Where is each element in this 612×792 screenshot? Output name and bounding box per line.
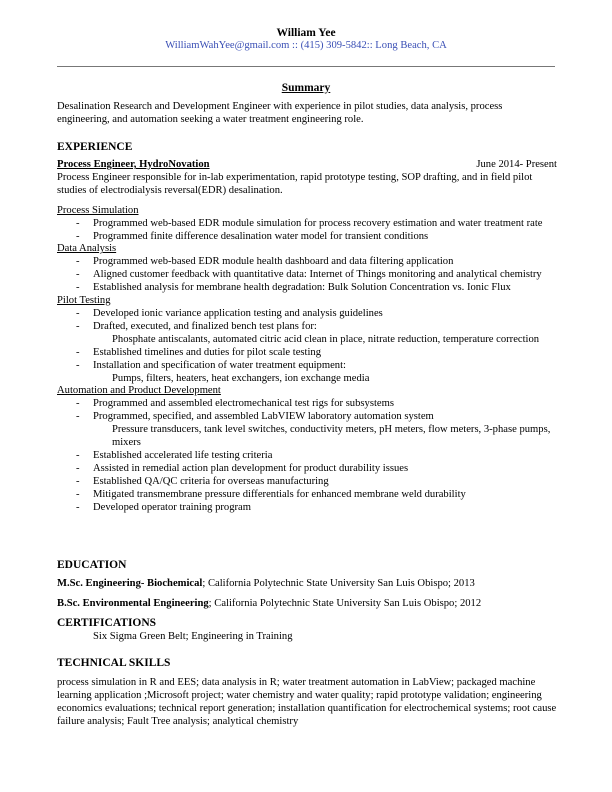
bullet-list <box>57 398 557 514</box>
list-item <box>57 231 557 244</box>
list-item <box>57 218 557 231</box>
skills-text: process simulation in R and EES; data analysis in R; water treatment automation in LabView; packaged machine learning application ;Microsoft project; water chemistry and water quality; rapid prototype validation; engineering economics evaluations; technical report generation; installation quantification for electrochemical systems; root cause failure analysis; Fault Tree analysis; analytical chemistry <box>57 677 557 727</box>
dash-bullet: - <box>76 346 80 358</box>
degree-name: B.Sc. Environmental Engineering <box>57 598 209 609</box>
summary-heading: Summary <box>281 82 331 94</box>
bullet-text: Developed operator training program <box>93 501 251 513</box>
experience-heading: EXPERIENCE <box>57 141 133 153</box>
bullet-text: Established QA/QC criteria for overseas manufacturing <box>93 475 329 487</box>
education-entry <box>57 578 557 591</box>
bullet-list <box>57 256 557 295</box>
list-item <box>57 398 557 411</box>
bullet-list <box>57 308 557 385</box>
dash-bullet: - <box>76 307 80 319</box>
education-heading: EDUCATION <box>57 559 127 571</box>
dash-bullet: - <box>76 217 80 229</box>
list-item <box>57 360 557 373</box>
dash-bullet: - <box>76 256 80 268</box>
experience-subsections <box>57 205 557 515</box>
list-item <box>57 411 557 424</box>
dash-bullet: - <box>76 282 80 294</box>
bullet-text: Programmed finite difference desalination water model for transient conditions <box>93 230 429 242</box>
bullet-text: Programmed, specified, and assembled LabVIEW laboratory automation system <box>93 411 434 423</box>
list-item <box>57 256 557 269</box>
bullet-text: Assisted in remedial action plan development for product durability issues <box>93 462 409 474</box>
bullet-text: Drafted, executed, and finalized bench test plans for: <box>93 320 317 332</box>
dash-bullet: - <box>76 475 80 487</box>
list-item <box>57 450 557 463</box>
subsection-title: Data Analysis <box>57 243 117 255</box>
skills-heading: TECHNICAL SKILLS <box>57 657 171 669</box>
header-divider <box>57 66 555 67</box>
degree-name: M.Sc. Engineering- Biochemical <box>57 578 203 589</box>
bullet-text: Programmed web-based EDR module health dashboard and data filtering application <box>93 256 454 268</box>
list-item <box>57 308 557 321</box>
candidate-name: William Yee <box>276 27 336 39</box>
list-item <box>57 269 557 282</box>
list-item <box>57 321 557 334</box>
bullet-text: Established analysis for membrane health degradation: Bulk Solution Concentration vs. Ionic Flux <box>93 282 511 294</box>
bullet-detail: Phosphate antiscalants, automated citric acid clean in place, nitrate reduction, temperature correction <box>112 333 540 345</box>
education-entry <box>57 598 557 611</box>
list-item <box>57 476 557 489</box>
bullet-list <box>57 218 557 244</box>
dash-bullet: - <box>76 501 80 513</box>
list-item <box>57 463 557 476</box>
job-description: Process Engineer responsible for in-lab experimentation, rapid prototype testing, SOP drafting, and in field pilot studies of electrodialysis reversal(EDR) desalination. <box>57 171 533 196</box>
dash-bullet: - <box>76 398 80 410</box>
dash-bullet: - <box>76 230 80 242</box>
bullet-detail: Pressure transducers, tank level switches, conductivity meters, pH meters, flow meters, 3-phase pumps, mixers <box>112 424 551 449</box>
certifications-heading: CERTIFICATIONS <box>57 617 157 629</box>
job-header <box>57 159 557 172</box>
degree-details: ; California Polytechnic State University San Luis Obispo; 2012 <box>208 598 482 609</box>
bullet-text: Installation and specification of water treatment equipment: <box>93 359 346 371</box>
bullet-text: Programmed web-based EDR module simulation for process recovery estimation and water treatment rate <box>93 217 543 229</box>
subsection-title: Pilot Testing <box>57 295 111 307</box>
summary-text: Desalination Research and Development Engineer with experience in pilot studies, data analysis, process engineering, and automation seeking a water treatment engineering role. <box>57 101 503 125</box>
dash-bullet: - <box>76 359 80 371</box>
list-item <box>57 347 557 360</box>
bullet-text: Developed ionic variance application testing and analysis guidelines <box>93 307 383 319</box>
dash-bullet: - <box>76 488 80 500</box>
subsection-title: Automation and Product Development <box>57 385 221 397</box>
job-title: Process Engineer, HydroNovation <box>57 159 210 170</box>
list-item <box>57 282 557 295</box>
dash-bullet: - <box>76 320 80 332</box>
contact-line[interactable]: WilliamWahYee@gmail.com :: (415) 309-5842:: Long Beach, CA <box>165 40 447 51</box>
dash-bullet: - <box>76 462 80 474</box>
dash-bullet: - <box>76 411 80 423</box>
bullet-detail: Pumps, filters, heaters, heat exchangers, ion exchange media <box>112 372 370 384</box>
list-item <box>57 489 557 502</box>
bullet-text: Programmed and assembled electromechanical test rigs for subsystems <box>93 398 394 410</box>
experience-section <box>57 159 557 514</box>
subsection-title: Process Simulation <box>57 204 139 216</box>
bullet-text: Established accelerated life testing criteria <box>93 449 273 461</box>
bullet-text: Established timelines and duties for pilot scale testing <box>93 346 322 358</box>
dash-bullet: - <box>76 449 80 461</box>
bullet-text: Aligned customer feedback with quantitative data: Internet of Things monitoring and analytical chemistry <box>93 269 542 281</box>
certifications-text: Six Sigma Green Belt; Engineering in Training <box>93 631 293 642</box>
list-item <box>57 502 557 515</box>
bullet-text: Mitigated transmembrane pressure differentials for enhanced membrane weld durability <box>93 488 466 500</box>
degree-details: ; California Polytechnic State University San Luis Obispo; 2013 <box>202 578 475 589</box>
dash-bullet: - <box>76 269 80 281</box>
job-dates: June 2014- Present <box>476 159 557 170</box>
